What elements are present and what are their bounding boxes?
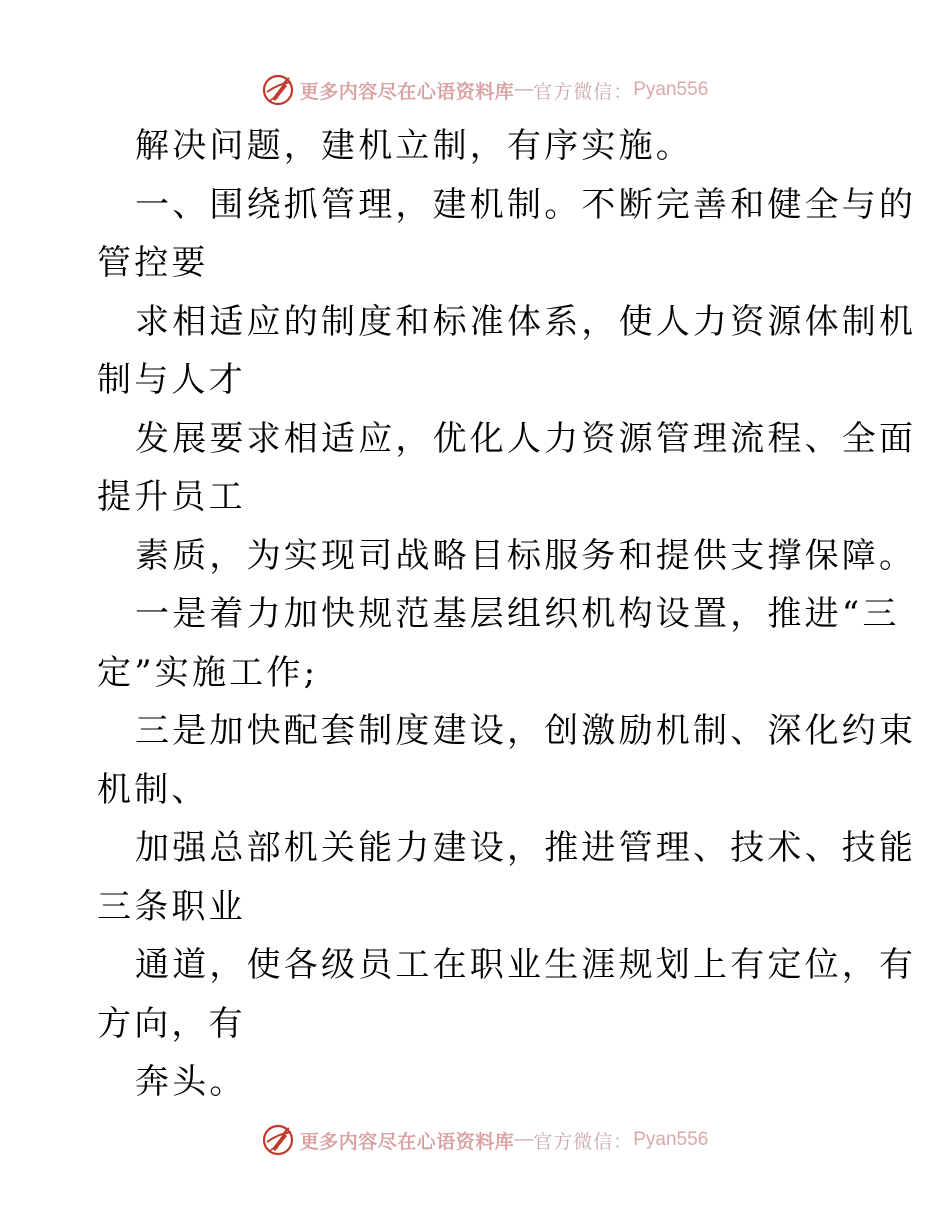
header-banner-content (260, 72, 709, 108)
paragraph-line: 一、围绕抓管理，建机制。不断完善和健全与的 (135, 184, 917, 225)
paragraph-line: 管控要 (97, 243, 209, 283)
paragraph-line: 提升员工 (97, 477, 246, 517)
footer-banner (0, 1120, 950, 1160)
header-wechat-handle: Pyan556 (633, 79, 709, 100)
paragraph-line: 发展要求相适应，优化人力资源管理流程、全面 (135, 418, 917, 459)
footer-separator: — (514, 1129, 534, 1150)
paragraph-line: 求相适应的制度和标准体系，使人力资源体制机 (135, 301, 917, 342)
header-banner (0, 70, 950, 110)
body-text (97, 117, 917, 1112)
paragraph-line: 奔头。 (135, 1062, 247, 1102)
header-site-text: 更多内容尽在心语资料库 (299, 80, 515, 103)
footer-wechat-handle: Pyan556 (633, 1129, 709, 1150)
header-separator: — (514, 79, 534, 100)
paragraph-line: 制与人才 (97, 360, 246, 400)
paragraph-line: 加强总部机关能力建设，推进管理、技术、技能 (135, 828, 917, 868)
footer-site-text: 更多内容尽在心语资料库 (299, 1130, 515, 1153)
paragraph-line: 通道，使各级员工在职业生涯规划上有定位，有 (135, 945, 917, 985)
paragraph-line: 一是着力加快规范基层组织机构设置，推进“三 (135, 594, 900, 634)
paragraph-line: 机制、 (97, 769, 209, 810)
footer-banner-content (260, 1122, 709, 1158)
paragraph-line: 三条职业 (97, 886, 246, 927)
paragraph-line: 素质，为实现司战略目标服务和提供支撑保障。 (135, 535, 917, 576)
footer-wechat-label: 官方微信： (533, 1130, 634, 1153)
paragraph-line: 解决问题，建机立制，有序实施。 (135, 126, 693, 166)
paragraph-line: 方向，有 (97, 1003, 246, 1044)
header-wechat-label: 官方微信： (533, 80, 634, 103)
paragraph-line: 三是加快配套制度建设，创激励机制、深化约束 (135, 711, 917, 751)
paragraph-line: 定”实施工作; (97, 652, 319, 693)
quill-pen-logo-icon (260, 1122, 296, 1158)
quill-pen-logo-icon (260, 72, 296, 108)
